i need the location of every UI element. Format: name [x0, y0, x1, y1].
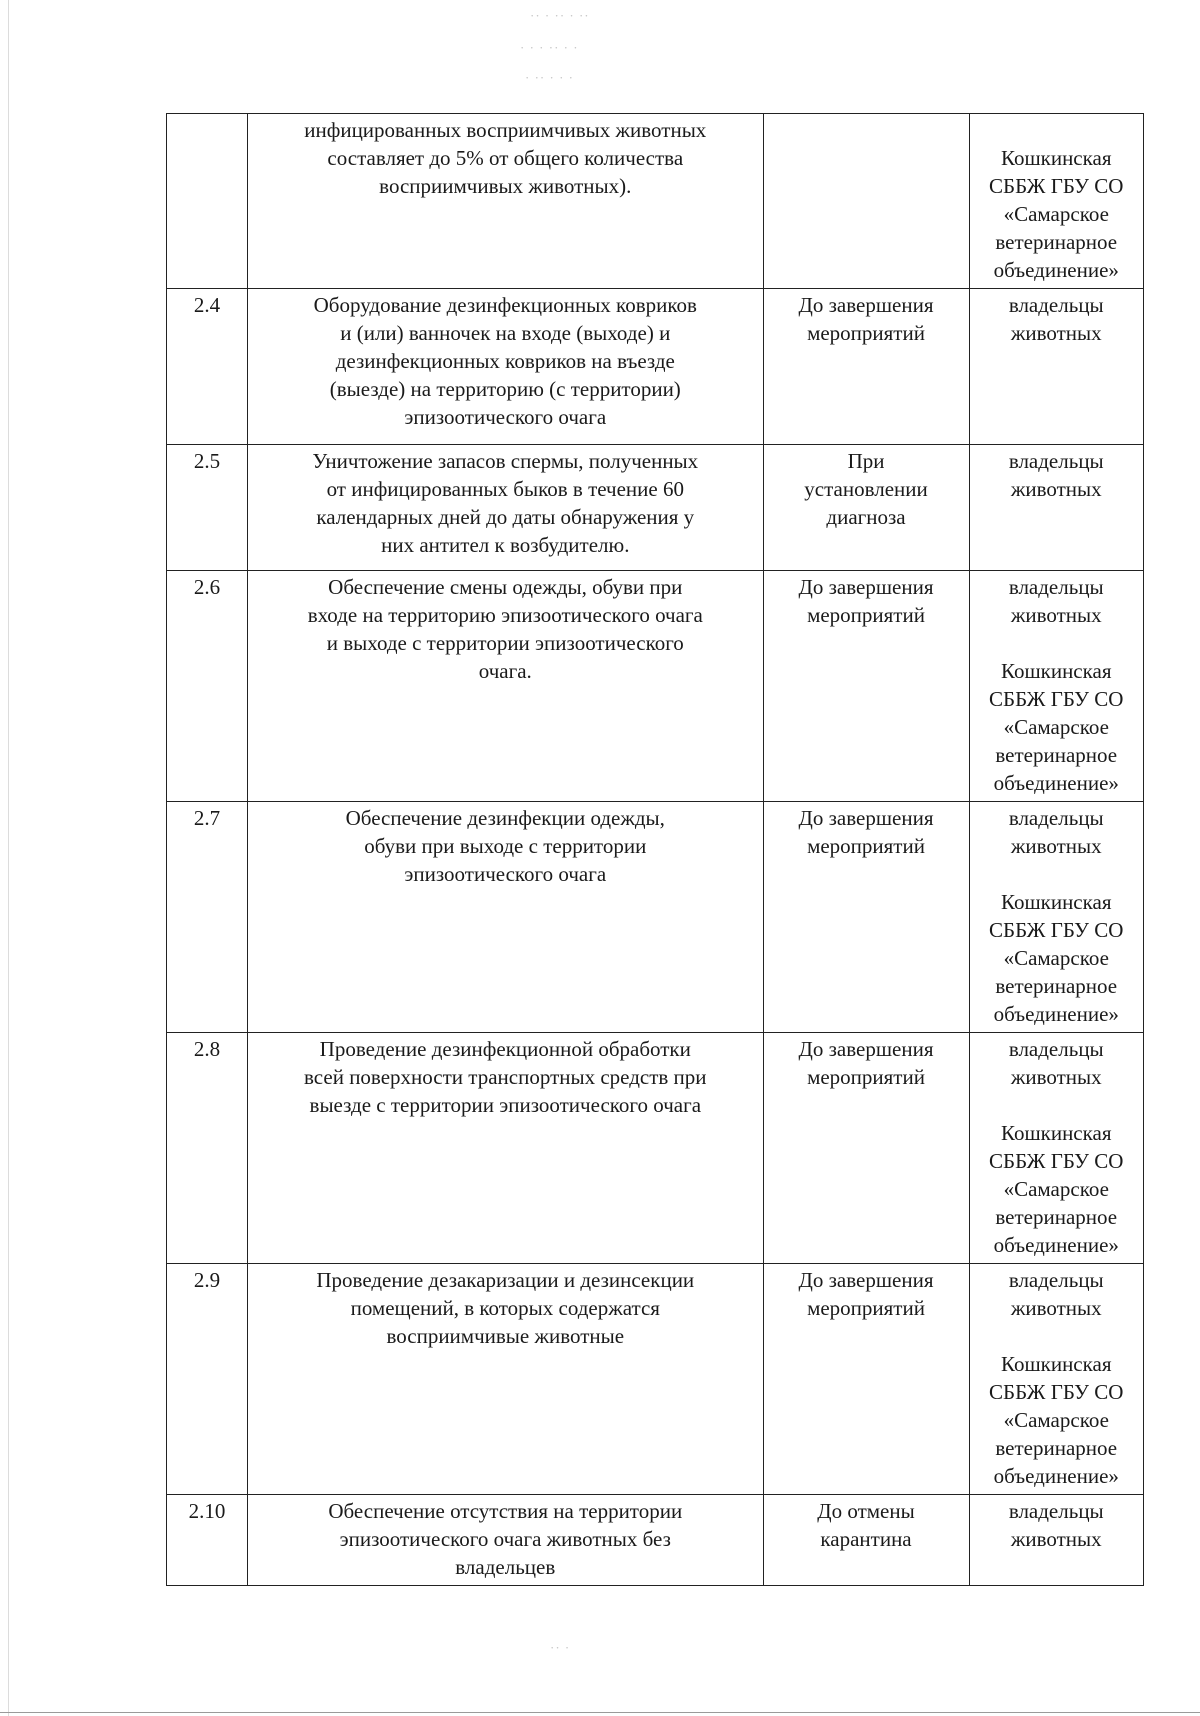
responsible-text-line: ветеринарное	[995, 743, 1118, 767]
responsible-text-line: СББЖ ГБУ СО	[989, 687, 1124, 711]
measure-text-line: Обеспечение смены одежды, обуви при	[328, 575, 683, 599]
responsible-text-line: владельцы	[1008, 449, 1104, 473]
responsible-text-line: владельцы	[1008, 806, 1104, 830]
faint-bleed-through: ·· ·	[550, 1640, 571, 1655]
measure-text-line: всей поверхности транспортных средств при	[304, 1065, 707, 1089]
responsible-text-line: «Самарское	[1003, 202, 1109, 226]
responsible-text-line: «Самарское	[1003, 1408, 1109, 1432]
responsible-text-line: животных	[1010, 1296, 1102, 1320]
measure-text-line: (выезде) на территорию (с территории)	[329, 377, 681, 401]
term-cell	[763, 445, 969, 571]
measure-text-line: Обеспечение дезинфекции одежды,	[345, 806, 665, 830]
blank-line	[976, 1322, 1138, 1350]
measure-text-line: выезде с территории эпизоотического очага	[309, 1093, 702, 1117]
responsible-cell	[969, 571, 1144, 802]
measure-text-line: Проведение дезинфекционной обработки	[319, 1037, 691, 1061]
term-text-line: карантина	[820, 1527, 912, 1551]
term-cell	[763, 802, 969, 1033]
responsible-text-line: животных	[1010, 834, 1102, 858]
term-text-line: До завершения	[798, 1268, 934, 1292]
responsible-text-line: владельцы	[1008, 1268, 1104, 1292]
term-text-line: мероприятий	[807, 1296, 925, 1320]
responsible-text-line: «Самарское	[1003, 946, 1109, 970]
term-text-line: До завершения	[798, 575, 934, 599]
responsible-text-line: ветеринарное	[995, 974, 1118, 998]
measures-table	[166, 113, 1144, 1586]
page-edge	[8, 0, 9, 1716]
measure-cell	[248, 571, 764, 802]
table-row	[167, 445, 1144, 571]
responsible-text-line: ветеринарное	[995, 230, 1118, 254]
term-text-line: установлении	[804, 477, 928, 501]
responsible-text-line: ветеринарное	[995, 1436, 1118, 1460]
faint-bleed-through: ·· · ·· · ··	[530, 8, 590, 23]
term-text-line: мероприятий	[807, 321, 925, 345]
responsible-text-line: животных	[1010, 321, 1102, 345]
measure-text-line: составляет до 5% от общего количества	[327, 146, 684, 170]
measure-text-line: эпизоотического очага животных без	[339, 1527, 671, 1551]
row-number-cell	[167, 1033, 248, 1264]
responsible-text-line: Кошкинская	[1001, 659, 1112, 683]
term-cell	[763, 571, 969, 802]
responsible-text-line: «Самарское	[1003, 715, 1109, 739]
term-text-line: До завершения	[798, 806, 934, 830]
measure-text-line: Оборудование дезинфекционных ковриков	[313, 293, 697, 317]
row-number-cell	[167, 445, 248, 571]
term-cell	[763, 1033, 969, 1264]
measure-text-line: дезинфекционных ковриков на въезде	[335, 349, 675, 373]
term-text-line: диагноза	[826, 505, 906, 529]
responsible-text-line: объединение»	[993, 771, 1119, 795]
measure-text-line: и (или) ванночек на входе (выходе) и	[340, 321, 671, 345]
term-cell	[763, 114, 969, 289]
table-row	[167, 1033, 1144, 1264]
responsible-text-line: владельцы	[1008, 293, 1104, 317]
responsible-text-line: СББЖ ГБУ СО	[989, 918, 1124, 942]
blank-line	[976, 629, 1138, 657]
responsible-text-line: СББЖ ГБУ СО	[989, 174, 1124, 198]
term-cell	[763, 1495, 969, 1586]
measure-text-line: восприимчивые животные	[386, 1324, 625, 1348]
measures-table-body	[167, 114, 1144, 1586]
responsible-text-line: Кошкинская	[1001, 146, 1112, 170]
measure-text-line: и выходе с территории эпизоотического	[326, 631, 684, 655]
responsible-text-line: животных	[1010, 1527, 1102, 1551]
row-number: 2.4	[193, 293, 221, 317]
row-number-cell	[167, 1264, 248, 1495]
blank-line	[976, 116, 1138, 144]
table-row	[167, 571, 1144, 802]
row-number-cell	[167, 289, 248, 445]
responsible-cell	[969, 1264, 1144, 1495]
measure-text-line: восприимчивых животных).	[379, 174, 632, 198]
term-cell	[763, 289, 969, 445]
blank-line	[976, 1091, 1138, 1119]
table-row	[167, 1495, 1144, 1586]
responsible-text-line: объединение»	[993, 1464, 1119, 1488]
measure-text-line: Уничтожение запасов спермы, полученных	[312, 449, 699, 473]
term-text-line: При	[847, 449, 885, 473]
row-number-cell	[167, 1495, 248, 1586]
responsible-text-line: ветеринарное	[995, 1205, 1118, 1229]
faint-bleed-through: · · · ·· · ·	[520, 40, 579, 55]
measure-cell	[248, 802, 764, 1033]
measure-text-line: Обеспечение отсутствия на территории	[328, 1499, 683, 1523]
measure-text-line: обуви при выходе с территории	[364, 834, 647, 858]
responsible-text-line: животных	[1010, 603, 1102, 627]
row-number: 2.9	[193, 1268, 221, 1292]
row-number: 2.6	[193, 575, 221, 599]
responsible-text-line: владельцы	[1008, 1037, 1104, 1061]
measure-cell	[248, 445, 764, 571]
term-text-line: мероприятий	[807, 834, 925, 858]
measure-cell	[248, 289, 764, 445]
responsible-text-line: СББЖ ГБУ СО	[989, 1380, 1124, 1404]
row-number: 2.10	[188, 1499, 226, 1523]
responsible-text-line: объединение»	[993, 258, 1119, 282]
measure-cell	[248, 114, 764, 289]
responsible-cell	[969, 1033, 1144, 1264]
responsible-text-line: «Самарское	[1003, 1177, 1109, 1201]
measure-cell	[248, 1264, 764, 1495]
term-text-line: мероприятий	[807, 603, 925, 627]
measure-text-line: владельцев	[455, 1555, 556, 1579]
row-number: 2.7	[193, 806, 221, 830]
measure-text-line: эпизоотического очага	[404, 862, 607, 886]
measure-cell	[248, 1495, 764, 1586]
responsible-cell	[969, 289, 1144, 445]
responsible-text-line: СББЖ ГБУ СО	[989, 1149, 1124, 1173]
row-number-cell	[167, 571, 248, 802]
responsible-text-line: владельцы	[1008, 575, 1104, 599]
table-row	[167, 289, 1144, 445]
measure-text-line: календарных дней до даты обнаружения у	[316, 505, 695, 529]
row-number-cell	[167, 802, 248, 1033]
faint-bleed-through: · ·· · · ·	[525, 70, 574, 85]
responsible-text-line: Кошкинская	[1001, 1352, 1112, 1376]
bottom-rule	[0, 1712, 1200, 1713]
measure-text-line: от инфицированных быков в течение 60	[326, 477, 684, 501]
measure-text-line: помещений, в которых содержатся	[350, 1296, 660, 1320]
term-text-line: До завершения	[798, 1037, 934, 1061]
responsible-text-line: объединение»	[993, 1233, 1119, 1257]
responsible-text-line: животных	[1010, 1065, 1102, 1089]
measure-text-line: эпизоотического очага	[404, 405, 607, 429]
responsible-text-line: Кошкинская	[1001, 890, 1112, 914]
measure-text-line: очага.	[478, 659, 532, 683]
responsible-cell	[969, 1495, 1144, 1586]
row-number: 2.5	[193, 449, 221, 473]
responsible-text-line: объединение»	[993, 1002, 1119, 1026]
term-cell	[763, 1264, 969, 1495]
term-text-line: До завершения	[798, 293, 934, 317]
responsible-text-line: животных	[1010, 477, 1102, 501]
table-row	[167, 114, 1144, 289]
responsible-text-line: владельцы	[1008, 1499, 1104, 1523]
table-row	[167, 802, 1144, 1033]
measure-text-line: Проведение дезакаризации и дезинсекции	[316, 1268, 695, 1292]
responsible-cell	[969, 445, 1144, 571]
responsible-cell	[969, 802, 1144, 1033]
responsible-cell	[969, 114, 1144, 289]
responsible-text-line: Кошкинская	[1001, 1121, 1112, 1145]
term-text-line: мероприятий	[807, 1065, 925, 1089]
measure-text-line: них антител к возбудителю.	[381, 533, 630, 557]
table-row	[167, 1264, 1144, 1495]
blank-line	[976, 860, 1138, 888]
measure-text-line: входе на территорию эпизоотического очага	[307, 603, 703, 627]
measure-cell	[248, 1033, 764, 1264]
measure-text-line: инфицированных восприимчивых животных	[304, 118, 707, 142]
term-text-line: До отмены	[817, 1499, 915, 1523]
row-number-cell	[167, 114, 248, 289]
row-number: 2.8	[193, 1037, 221, 1061]
